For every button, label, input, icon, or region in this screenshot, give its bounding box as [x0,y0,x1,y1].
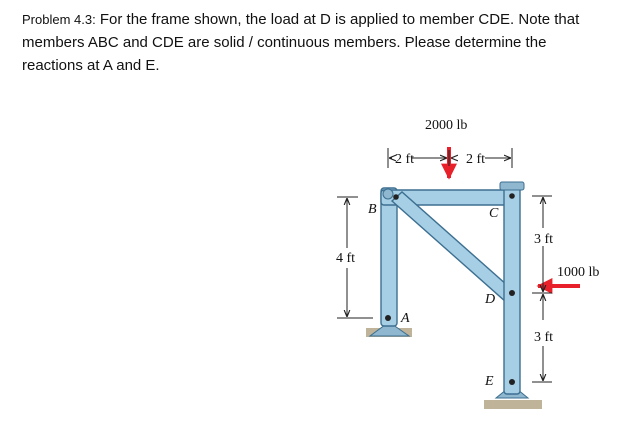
pin-a [385,315,391,321]
dim-3ft-top: 3 ft [534,232,554,247]
dim-4ft: 4 ft [336,251,356,266]
dimension-right [532,196,552,382]
pin-b [393,194,399,200]
load-label-1000: 1000 lb [557,265,600,280]
pin-c [509,193,515,199]
member-cde [504,184,520,394]
label-a: A [401,311,410,326]
problem-text: For the frame shown, the load at D is applied to member CDE. Note that members ABC and CDE are solid / continuous members. Please determine the reactions at A and E. [22,11,580,74]
label-e: E [485,374,494,389]
load-label-2000: 2000 lb [425,118,468,133]
label-c: C [489,206,499,221]
label-b: B [368,202,377,217]
pin-e [509,379,515,385]
dim-3ft-bottom: 3 ft [534,330,554,345]
tab-b [383,189,393,199]
plate-c [500,182,524,190]
problem-label: Problem 4.3: [22,12,96,27]
pin-d [509,290,515,296]
dim-2ft-left: 2 ft [395,152,415,167]
dim-2ft-right: 2 ft [466,152,486,167]
member-abc-vertical [381,188,397,326]
label-d: D [485,292,496,307]
